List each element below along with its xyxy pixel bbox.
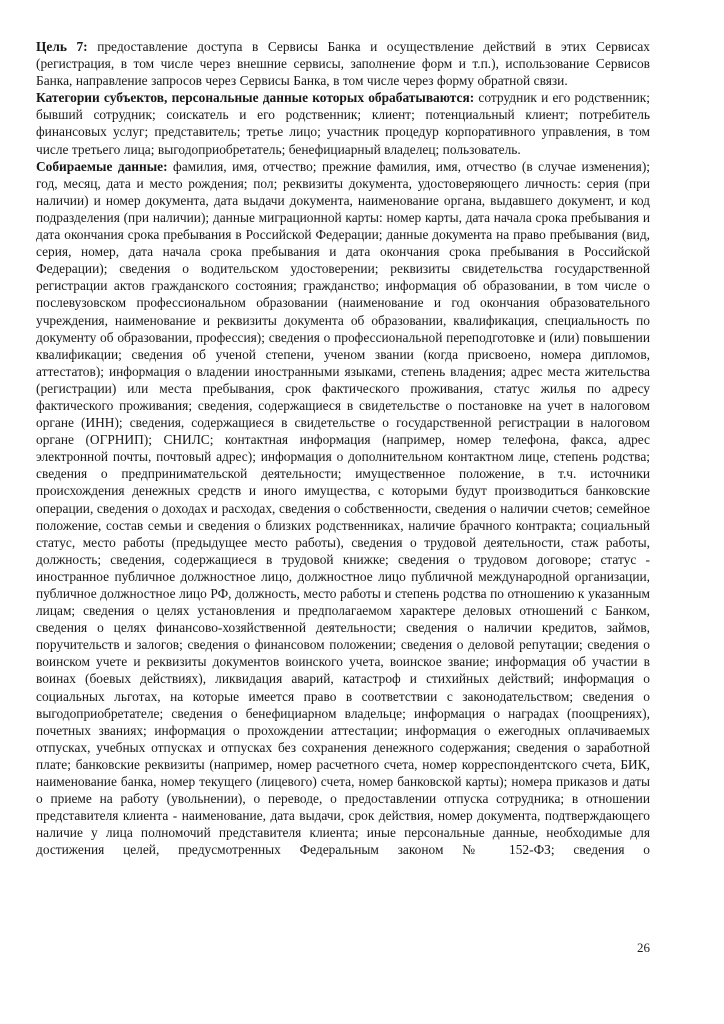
paragraph-goal-7-lead: Цель 7: xyxy=(36,39,88,54)
paragraph-collected-data-body: фамилия, имя, отчество; прежние фамилия, имя, отчество (в случае изменения); год, месяц, дата и место рождения; пол; реквизиты документа, удостоверяющего личность: серия (при наличии) и номер документа, дата выдачи документа, наименование органа, выдавшего документ, и код подразделения (при наличии); данные миграционной карты: номер карты, дата начала срока пребывания и дата окончания срока пребывания в Российской Федерации; данные документа на право пребывания (вид, серия, номер, дата начала срока пребывания и дата окончания срока пребывания в Российской Федерации); сведения о водительском удостоверении; реквизиты свидетельства государственной регистрации актов гражданского состояния; гражданство; информация об образовании, в том числе о послевузовском профессиональном образовании (наименование и год окончания образовательного учреждения, наименование и реквизиты документа об образовании, квалификация, специальность по документу об образовании, профессия); сведения о профессиональной переподготовке и (или) повышении квалификации; сведения об ученой степени, ученом звании (когда присвоено, номера дипломов, аттестатов); информация о владении иностранными языками, степень владения; адрес места жительства (регистрации) или места пребывания, срок фактического проживания, статус жилья по адресу фактического проживания; сведения, содержащиеся в свидетельстве о постановке на учет в налоговом органе (ИНН); сведения, содержащиеся в свидетельстве о государственной регистрации в налоговом органе (ОГРНИП); СНИЛС; контактная информация (например, номер телефона, факса, адрес электронной почты, почтовый адрес); информация о дополнительном контактном лице, степень родства; сведения о предпринимательской деятельности; имущественное положение, в т.ч. источники происхождения денежных средств и иного имущества, с которыми будут производиться банковские операции, сведения о доходах и расходах, сведения о собственности, сведения о наличии счетов; семейное положение, состав семьи и сведения о близких родственниках, наличие брачного контракта; социальный статус, место работы (предыдущее место работы), сведения о трудовой деятельности, стаж работы, должность; сведения, содержащиеся в трудовой книжке; сведения о трудовом договоре; статус - иностранное публичное должностное лицо, должностное лицо публичной международной организации, публичное должностное лицо РФ, должность, место работы и степень родства по отношению к указанным лицам; сведения о целях установления и предполагаемом характере деловых отношений с Банком, сведения о целях финансово-хозяйственной деятельности; сведения о наличии кредитов, займов, поручительств и залогов; сведения о финансовом положении; сведения о деловой репутации; сведения о воинском учете и реквизиты документов воинского учета, воинское звание; информация об участии в воинах (боевых действиях), ликвидация аварий, катастроф и стихийных действий; информация о социальных льготах, на которые имеется право в соответствии с законодательством; сведения о выгодоприобретателе; сведения о бенефициарном владельце; информация о наградах (поощрениях), почетных званиях; информация о прохождении аттестации; информация о ежегодных оплачиваемых отпусках, учебных отпусках и отпусках без сохранения денежного содержания; сведения о заработной плате; банковские реквизиты (например, номер расчетного счета, номер корреспондентского счета, БИК, наименование банка, номер текущего (лицевого) счета, номер банковской карты); номера приказов и даты о приеме на работу (увольнении), о переводе, о предоставлении отпуска сотрудника; в отношении представителя клиента - наименование, дата выдачи, срок действия, номер документа, подтверждающего наличие у лица полномочий представителя клиента; иные персональные данные, необходимые для достижения целей, предусмотренных Федеральным законом № 152-ФЗ; сведения о xyxy=(36,158,650,858)
paragraph-subject-categories-body: сотрудник и его родственник; бывший сотрудник; соискатель и его родственник; клиент; потенциальный клиент; потребитель финансовых услуг; представитель; третье лицо; участник процедур корпоративного управления, в том числе третьего лица; выгодоприобретатель; бенефициарный владелец; пользователь. xyxy=(36,90,650,157)
paragraph-subject-categories xyxy=(36,89,650,157)
page-number: 26 xyxy=(637,940,650,955)
paragraph-subject-categories-lead: Категории субъектов, персональные данные которых обрабатываются: xyxy=(36,90,475,106)
paragraph-collected-data xyxy=(36,158,650,876)
paragraph-collected-data-lead: Собираемые данные: xyxy=(36,158,168,174)
paragraph-goal-7-body: предоставление доступа в Сервисы Банка и осуществление действий в этих Сервисах (регистрация, в том числе через внешние сервисы, заполнение форм и т.п.), использование Сервисов Банка, направление запросов через Сервисы Банка, в том числе через форму обратной связи. xyxy=(36,39,650,89)
page-body-text xyxy=(36,38,650,876)
paragraph-goal-7 xyxy=(36,38,650,89)
